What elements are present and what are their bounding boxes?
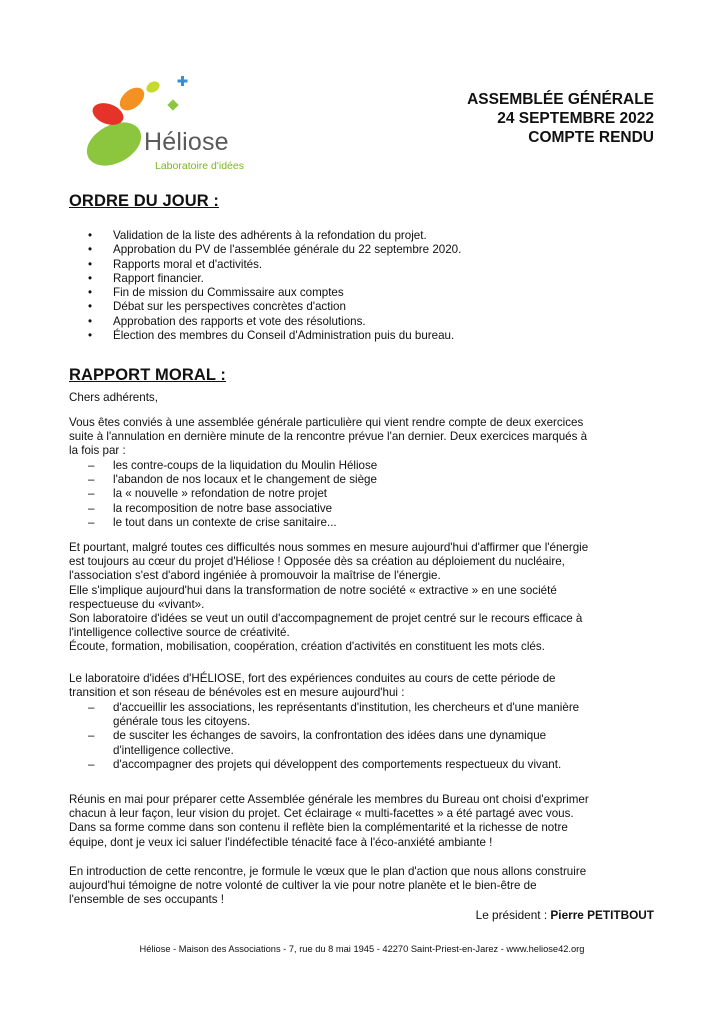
document-header xyxy=(467,90,654,147)
signature-prefix: Le président : xyxy=(475,908,551,922)
text-line: – de susciter les échanges de savoirs, la confrontation des idées dans une dynamique xyxy=(113,729,547,743)
text-line: aujourd'hui témoigne de notre volonté de cultiver la vie pour notre planète et le bien-être de xyxy=(69,879,537,893)
text-line: l'ensemble de ses occupants ! xyxy=(69,893,224,907)
signature-name: Pierre PETITBOUT xyxy=(550,908,654,922)
report-list-1 xyxy=(88,459,377,530)
report-paragraph-3 xyxy=(69,672,659,700)
agenda-item: • Validation de la liste des adhérents à la refondation du projet. xyxy=(88,229,461,243)
list-item xyxy=(88,701,579,729)
header-line-2: 24 SEPTEMBRE 2022 xyxy=(497,110,654,127)
text-line: respectueuse du «vivant». xyxy=(69,597,205,611)
report-list-2 xyxy=(88,701,579,772)
text-line: Écoute, formation, mobilisation, coopération, création d'activités en constituent les mots clés. xyxy=(69,640,545,654)
text-line: Vous êtes conviés à une assemblée générale particulière qui vient rendre compte de deux exercices xyxy=(69,416,584,429)
text-line: suite à l'annulation en dernière minute de la rencontre prévue l'an dernier. Deux exercices marqués à xyxy=(69,430,588,444)
text-line: d'intelligence collective. xyxy=(113,743,234,757)
text-line: Dans sa forme comme dans son contenu il reflète bien la complémentarité et la richesse de notre xyxy=(69,821,568,835)
list-item: – la « nouvelle » refondation de notre projet xyxy=(88,487,377,501)
agenda-title: ORDRE DU JOUR : xyxy=(69,192,220,210)
text-line: la fois par : xyxy=(69,444,126,458)
text-line: Le laboratoire d'idées d'HÉLIOSE, fort des expériences conduites au cours de cette période de xyxy=(69,672,556,685)
header-line-1: ASSEMBLÉE GÉNÉRALE xyxy=(467,91,654,108)
list-item: – les contre-coups de la liquidation du Moulin Héliose xyxy=(88,459,377,473)
text-line: l'intelligence collective source de créativité. xyxy=(69,626,290,640)
text-line: Elle s'implique aujourd'hui dans la transformation de notre société « extractive » en une société xyxy=(69,583,557,597)
text-line: est toujours au cœur du projet d'Héliose ! Opposée dès sa création au déploiement du nucléaire, xyxy=(69,555,565,569)
text-line: l'association s'est d'abord ingéniée à promouvoir la maîtrise de l'énergie. xyxy=(69,569,441,583)
list-item: – la recomposition de notre base associative xyxy=(88,502,377,516)
text-line: chacun à leur façon, leur vision du projet. Cet éclairage « multi-facettes » a été partagé avec vous. xyxy=(69,807,574,821)
text-line: – d'accompagner des projets qui développent des comportements respectueux du vivant. xyxy=(113,757,562,771)
report-paragraph-1 xyxy=(69,416,659,459)
report-paragraph-2 xyxy=(69,541,659,655)
text-line: – d'accueillir les associations, les représentants d'institution, les chercheurs et d'une manière xyxy=(113,701,580,714)
agenda-item: • Rapport financier. xyxy=(88,272,461,286)
report-paragraph-5 xyxy=(69,865,659,908)
agenda-item: • Débat sur les perspectives concrètes d'action xyxy=(88,300,461,314)
agenda-list xyxy=(88,229,461,343)
text-line: En introduction de cette rencontre, je formule le vœux que le plan d'action que nous allons construire xyxy=(69,865,587,878)
list-item: – le tout dans un contexte de crise sanitaire... xyxy=(88,516,377,530)
report-title: RAPPORT MORAL : xyxy=(69,366,227,384)
signature xyxy=(476,908,654,922)
text-line: équipe, dont je veux ici saluer l'indéfectible ténacité face à l'éco-anxiété ambiante ! xyxy=(69,835,493,849)
page-footer: Héliose - Maison des Associations - 7, rue du 8 mai 1945 - 42270 Saint-Priest-en-Jarez - www.heliose42.org xyxy=(139,944,585,954)
logo-name: Héliose xyxy=(144,128,229,156)
agenda-item: • Approbation des rapports et vote des résolutions. xyxy=(88,315,461,329)
report-greeting: Chers adhérents, xyxy=(69,391,158,404)
header-line-3: COMPTE RENDU xyxy=(528,129,654,146)
agenda-item: • Approbation du PV de l'assemblée générale du 22 septembre 2020. xyxy=(88,243,461,257)
text-line: Et pourtant, malgré toutes ces difficultés nous sommes en mesure aujourd'hui d'affirmer que l'énergie xyxy=(69,541,589,554)
text-line: Réunis en mai pour préparer cette Assemblée générale les membres du Bureau ont choisi d'exprimer xyxy=(69,793,589,806)
text-line: générale tous les citoyens. xyxy=(113,715,251,729)
list-item: – l'abandon de nos locaux et le changement de siège xyxy=(88,473,377,487)
agenda-item: • Élection des membres du Conseil d'Administration puis du bureau. xyxy=(88,329,461,343)
list-item xyxy=(88,729,579,757)
text-line: Son laboratoire d'idées se veut un outil d'accompagnement de projet centré sur le recours efficace à xyxy=(69,612,583,626)
agenda-item: • Rapports moral et d'activités. xyxy=(88,258,461,272)
report-paragraph-4 xyxy=(69,793,659,850)
list-item xyxy=(88,758,579,772)
text-line: transition et son réseau de bénévoles est en mesure aujourd'hui : xyxy=(69,686,405,700)
agenda-item: • Fin de mission du Commissaire aux comptes xyxy=(88,286,461,300)
logo-tagline: Laboratoire d'idées xyxy=(155,160,244,172)
